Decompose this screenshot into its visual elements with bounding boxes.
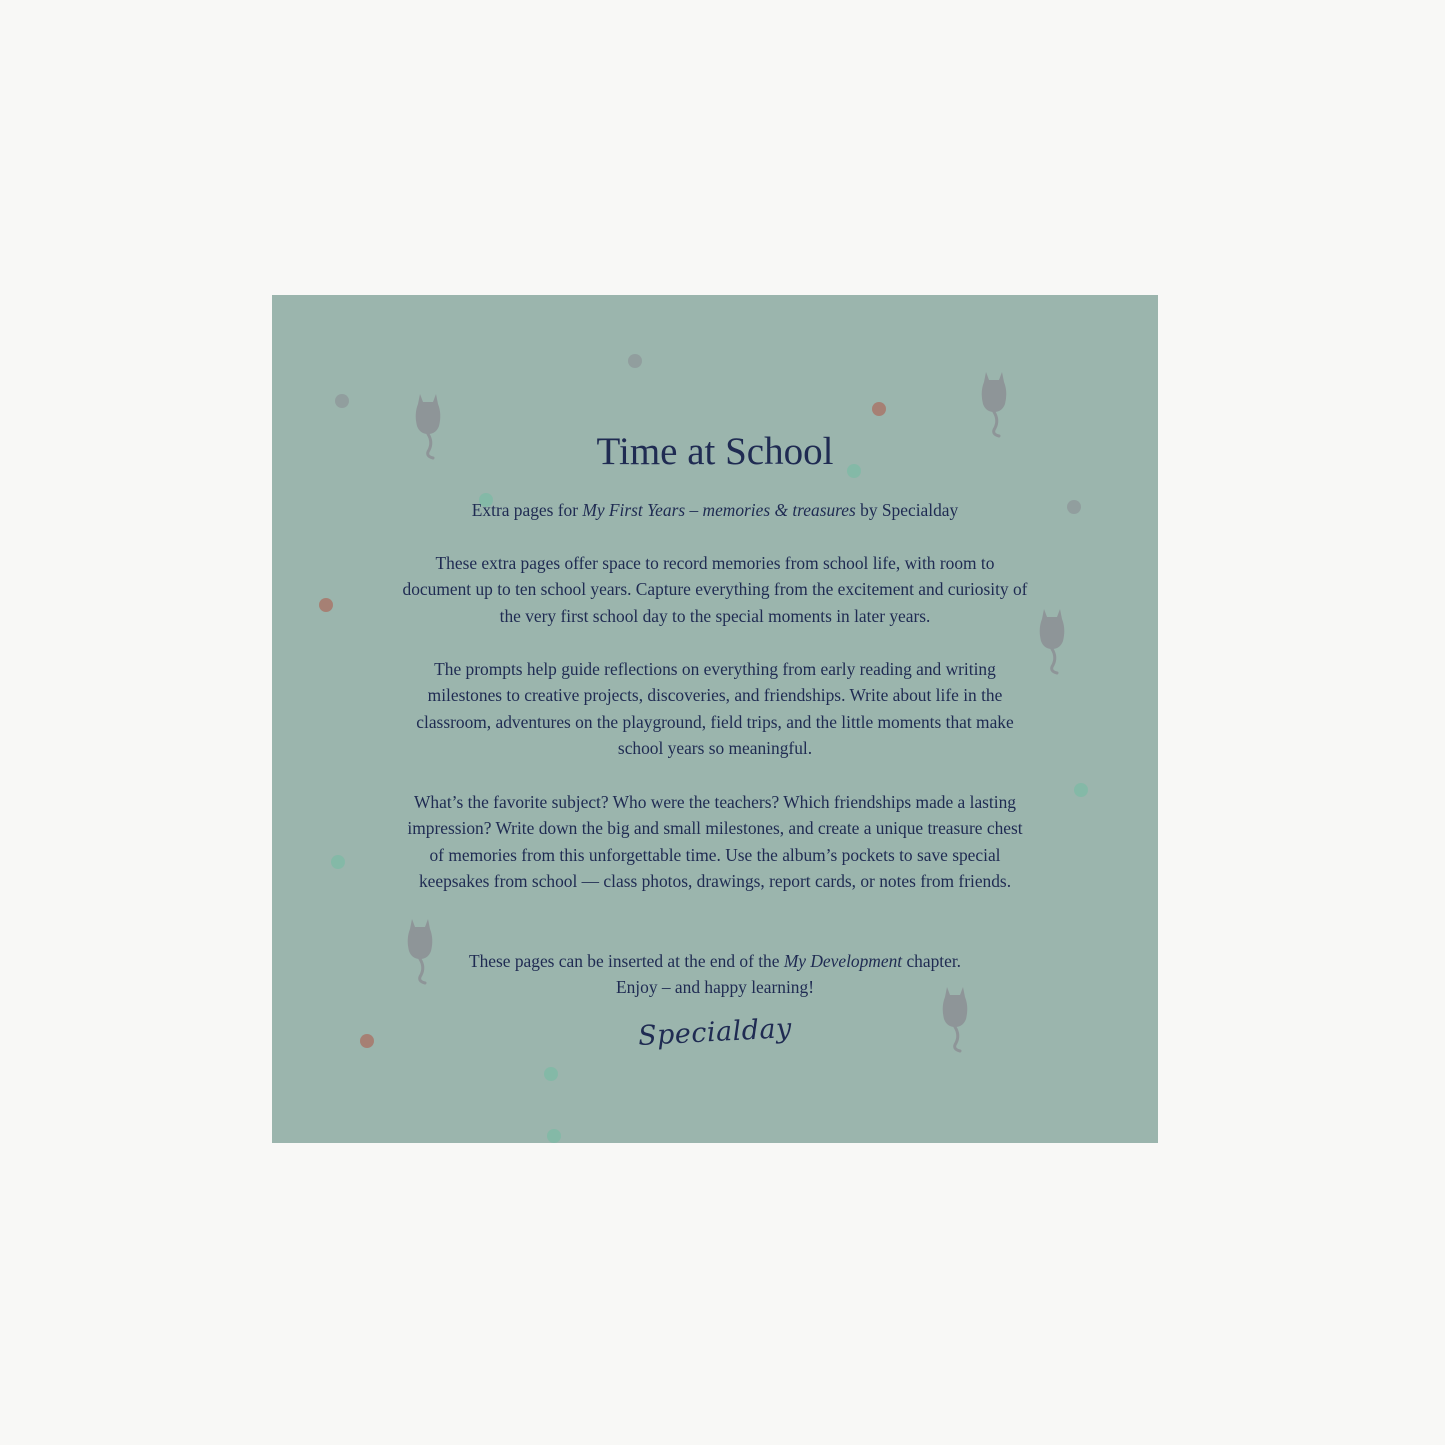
paragraph-intro: These extra pages offer space to record memories from school life, with room to document up to ten school years. Capture everything from the excitement and curiosity of the very first school day to the special moments in later years. xyxy=(402,553,1028,626)
info-card xyxy=(272,295,1158,1143)
decor-dot xyxy=(1067,500,1081,514)
closing-prefix: These pages can be inserted at the end of the xyxy=(468,951,784,971)
subtitle xyxy=(400,497,1030,523)
closing-line2: Enjoy – and happy learning! xyxy=(615,977,814,998)
cat-silhouette-icon xyxy=(1035,605,1069,677)
decor-dot xyxy=(319,598,333,612)
decor-dot xyxy=(628,354,642,368)
decor-dot xyxy=(335,394,349,408)
decor-dot xyxy=(331,855,345,869)
paragraph-prompts: The prompts help guide reflections on everything from early reading and writing milestones to creative projects, discoveries, and friendships. Write about life in the classroom, adventures on the playground, field trips, and the little moments that make school years so meaningful. xyxy=(416,659,1014,759)
decor-dot xyxy=(547,1129,561,1143)
specialday-signature: Specialday xyxy=(637,1012,793,1053)
book-title: My First Years – memories & treasures xyxy=(582,500,856,520)
decor-dot xyxy=(544,1067,558,1081)
paragraph-questions: What’s the favorite subject? Who were the teachers? Which friendships made a lasting impression? Write down the big and small milestones, and create a unique treasure chest of memories from this unforgettable time. Use the album’s pockets to save special keepsakes from school — class photos, drawings, report cards, or notes from friends. xyxy=(407,792,1023,892)
decor-dot xyxy=(872,402,886,416)
closing xyxy=(400,948,1030,1001)
subtitle-suffix: by Specialday xyxy=(855,500,959,520)
closing-suffix: chapter. xyxy=(902,951,962,971)
decor-dot xyxy=(1074,783,1088,797)
chapter-name: My Development xyxy=(783,951,903,971)
page-title: Time at School xyxy=(596,430,834,473)
subtitle-prefix: Extra pages for xyxy=(471,500,583,520)
